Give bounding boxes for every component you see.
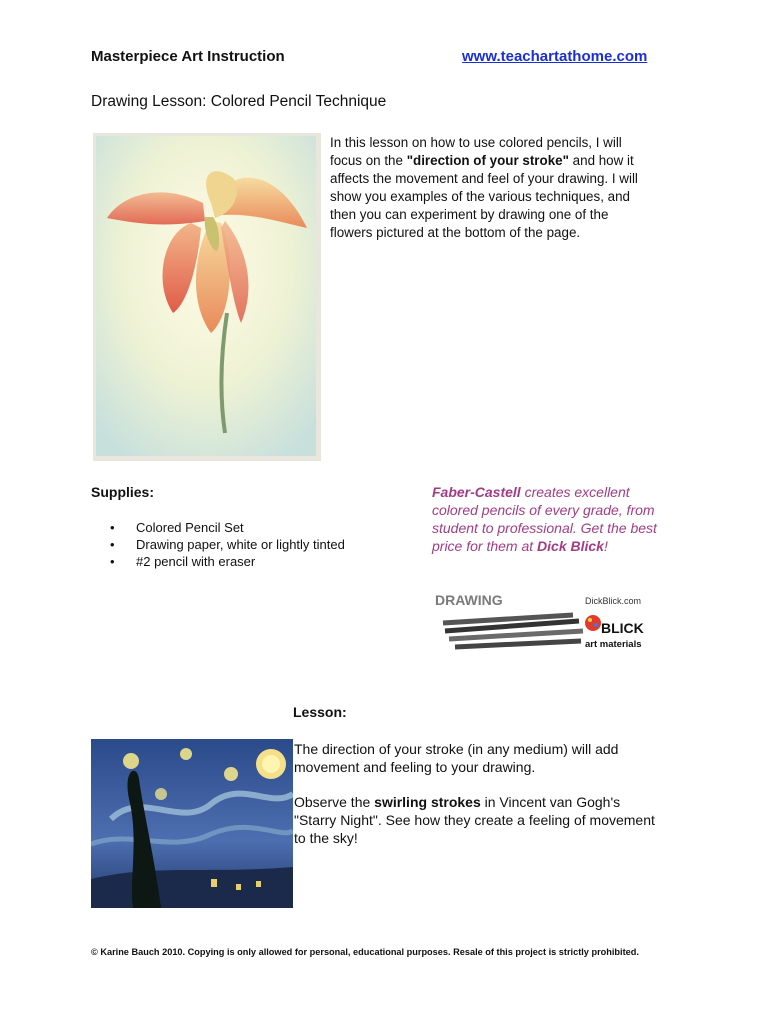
supplies-list [110,519,345,570]
ad-tagline: art materials [585,639,642,650]
header-org: Masterpiece Art Instruction [91,48,285,65]
supply-item: • Colored Pencil Set [110,519,345,536]
promo-brand: Faber-Castell [432,484,521,500]
promo-text-2: ! [603,538,608,554]
copyright-footer: © Karine Bauch 2010. Copying is only allowed for personal, educational purposes. Resale of this project is strictly prohibited. [91,947,639,957]
flower-drawing-image [93,133,321,461]
starry-night-image [91,739,293,908]
lesson-paragraph-1: The direction of your stroke (in any medium) will add movement and feeling to your drawing. [294,741,619,775]
intro-emphasis: "direction of your stroke" [406,153,569,168]
supply-item: • #2 pencil with eraser [110,553,345,570]
intro-text-part1: In this lesson on how to use colored pencils, I will focus on the [330,135,622,168]
ad-label: DRAWING [435,592,503,608]
intro-paragraph [330,134,638,242]
lesson-p2-pre: Observe the [294,794,375,810]
lesson-heading: Lesson: [293,704,347,720]
palette-icon [585,615,601,631]
header-url-link[interactable]: www.teachartathome.com [462,48,648,65]
lesson-p2-bold: swirling strokes [374,794,481,810]
ad-brand: BLICK [601,620,644,636]
promo-text-1: creates excellent colored pencils of every grade, from student to professional. Get the best price for them at [432,484,657,554]
blick-drawing-ad[interactable] [433,589,657,653]
intro-text-part2: and how it affects the movement and feel of your drawing. I will show you examples of the various techniques, and then you can experiment by drawing one of the flowers pictured at the bottom of the page. [330,153,638,240]
lesson-title: Drawing Lesson: Colored Pencil Technique [91,93,387,110]
lesson-p2-post: in Vincent van Gogh's "Starry Night". See how they create a feeling of movement to the sky! [294,794,655,846]
promo-store-link[interactable]: Dick Blick [537,538,604,554]
supply-item: • Drawing paper, white or lightly tinted [110,536,345,553]
ad-site: DickBlick.com [585,596,642,606]
supplies-heading: Supplies: [91,484,155,500]
promo-text [432,483,660,555]
lesson-paragraph-2 [294,793,660,847]
